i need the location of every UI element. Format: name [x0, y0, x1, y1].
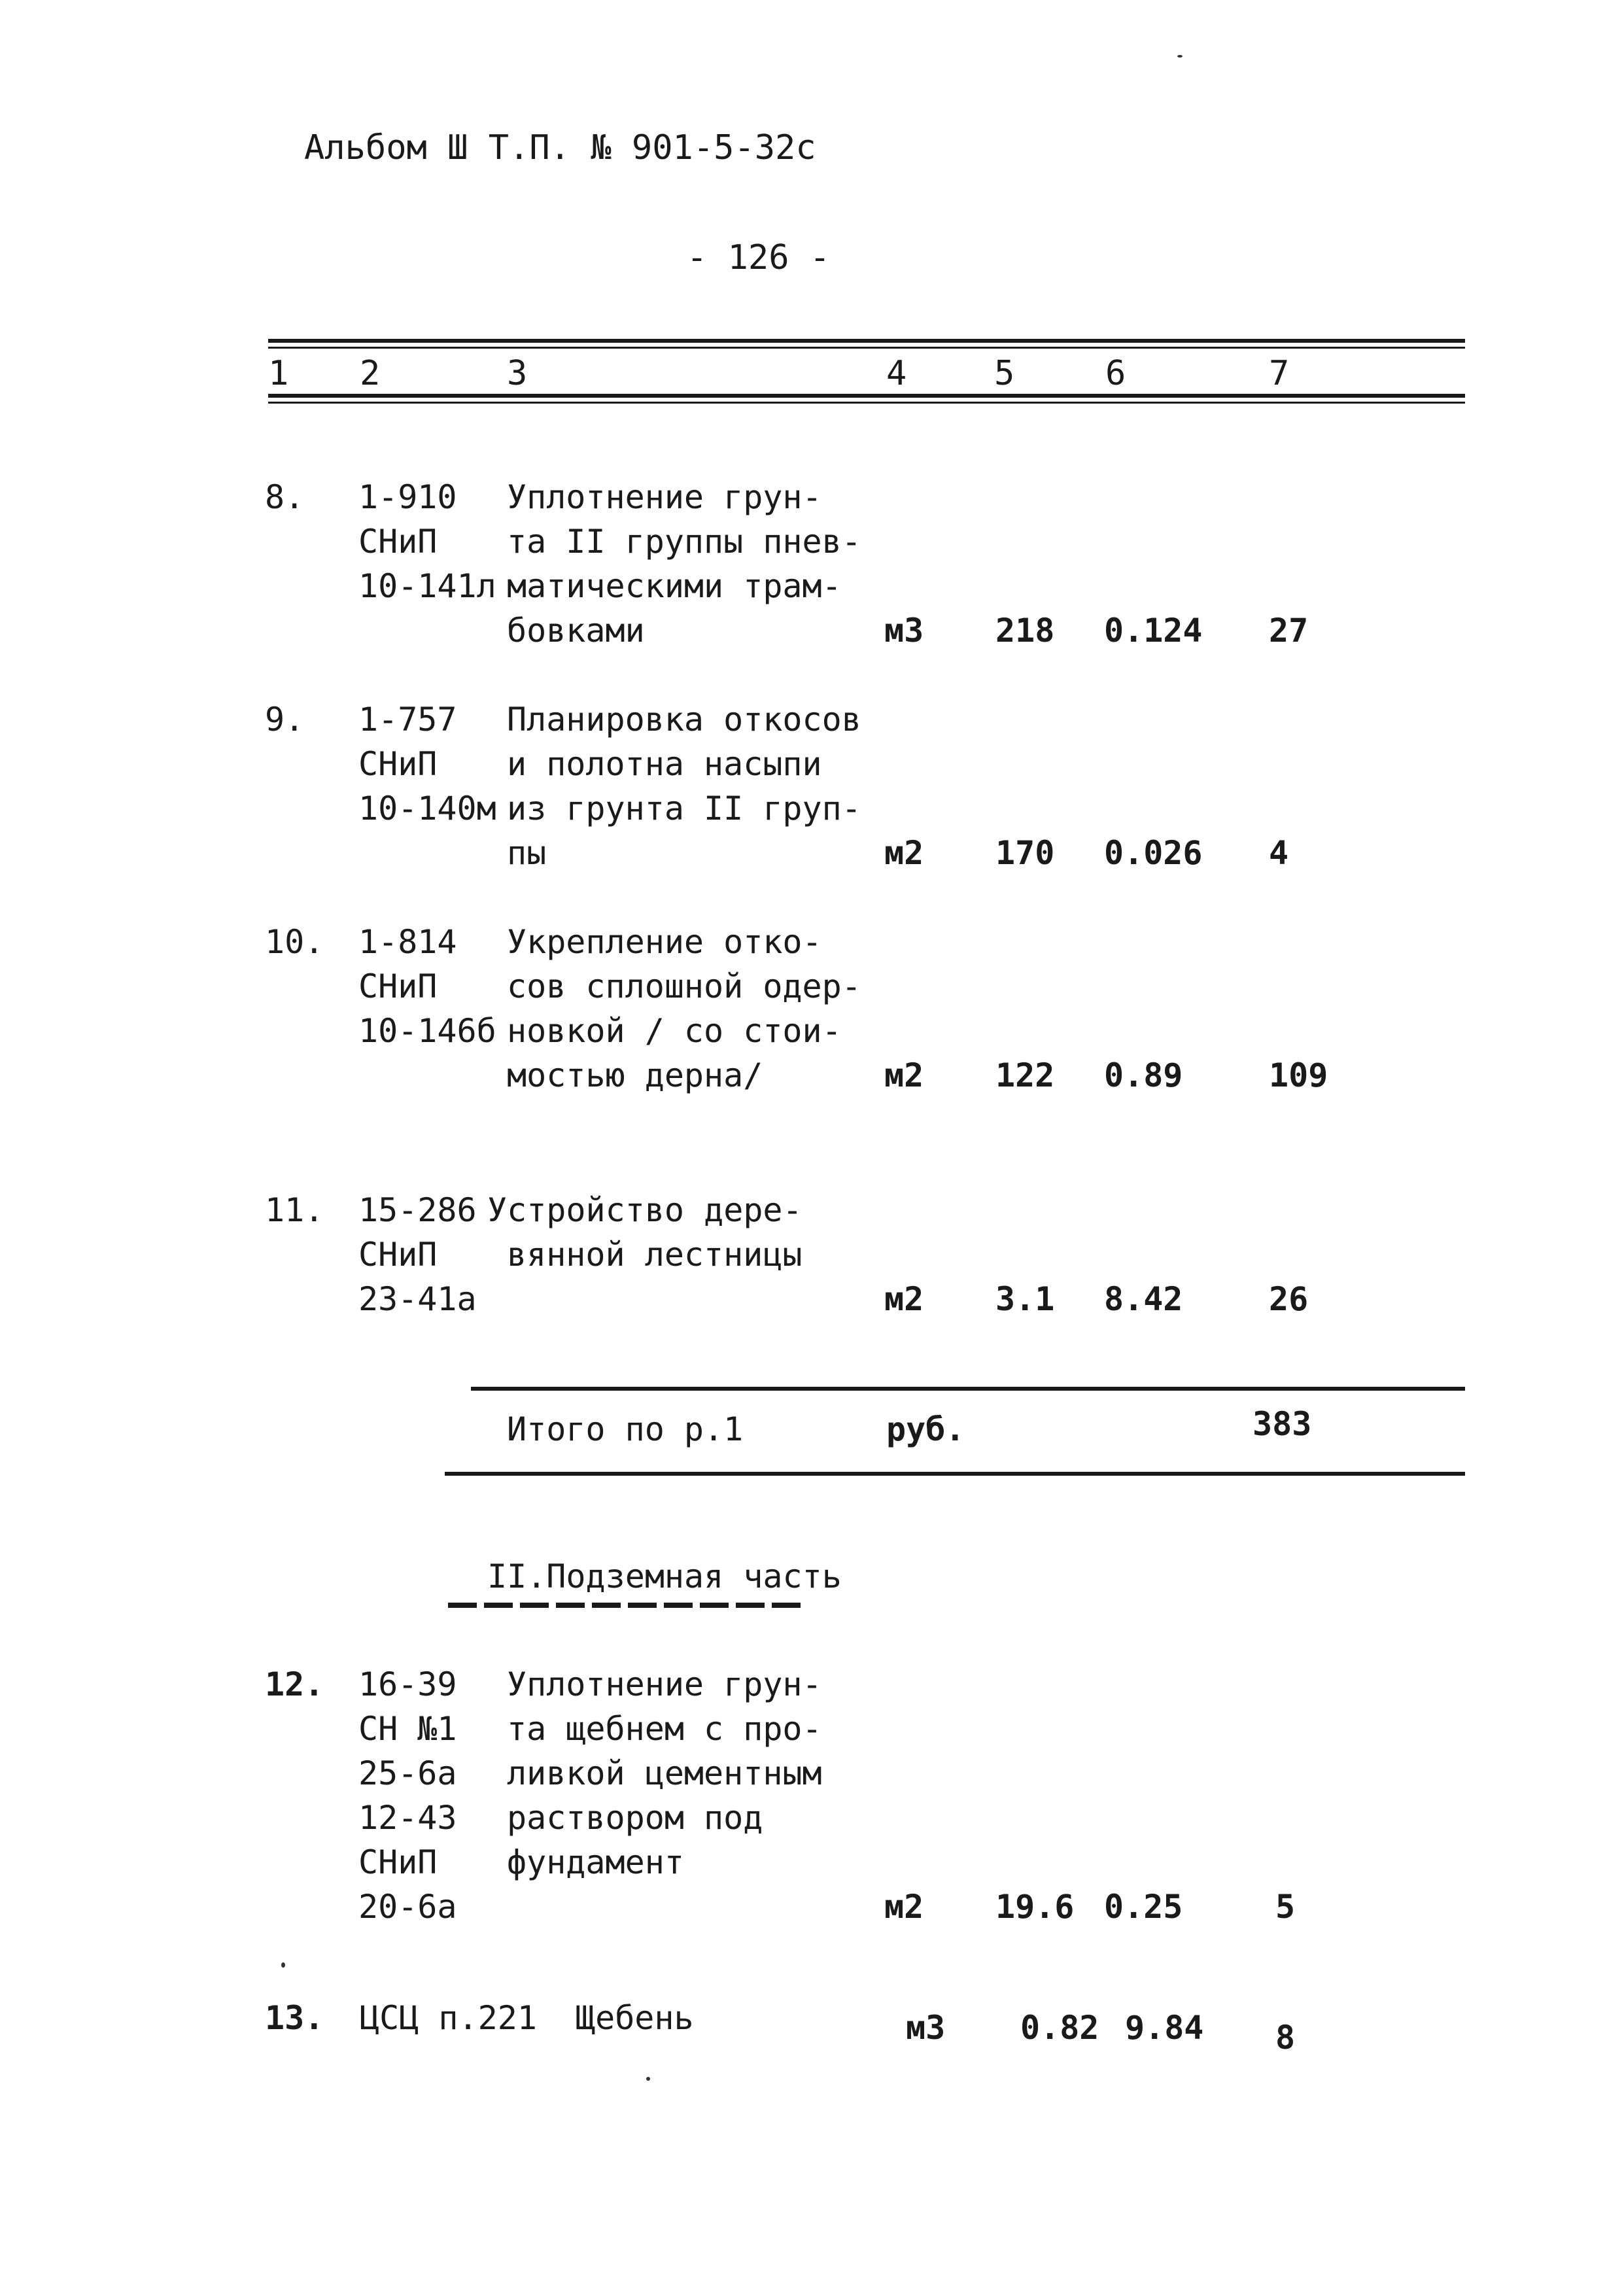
row-code-line: СН №1 — [358, 1710, 457, 1748]
row-code-line: СНиП — [358, 523, 438, 561]
row-number: 11. — [265, 1191, 324, 1229]
row-desc-line: Щебень — [576, 1999, 694, 2037]
row-code-line: 1-910 — [358, 478, 457, 516]
row-desc-line: матическими трам- — [507, 567, 842, 605]
row-number: 8. — [265, 478, 305, 516]
header-rule-bottom — [268, 394, 1465, 398]
row-code-line: СНиП — [358, 1236, 438, 1274]
row-qty: 19.6 — [995, 1888, 1075, 1926]
col-header-7: 7 — [1269, 354, 1290, 393]
row-desc-line: новкой / со стои- — [507, 1012, 842, 1050]
row-unit: м2 — [884, 1280, 924, 1318]
row-code-line: СНиП — [358, 1843, 438, 1881]
row-unit: м2 — [884, 1056, 924, 1094]
row-price: 0.026 — [1104, 834, 1203, 872]
row-desc-line: сов сплошной одер- — [507, 967, 861, 1005]
row-price: 0.25 — [1104, 1888, 1183, 1926]
col-header-2: 2 — [360, 354, 381, 393]
row-cost: 109 — [1269, 1056, 1328, 1094]
row-code-line: 12-43 — [358, 1799, 457, 1837]
row-number: 9. — [265, 701, 305, 739]
row-qty: 170 — [995, 834, 1055, 872]
row-desc-line: фундамент — [507, 1843, 684, 1881]
row-number: 13. — [265, 1999, 324, 2037]
row-code-line: ЦСЦ п.221 — [360, 1999, 537, 2037]
col-header-3: 3 — [507, 354, 528, 393]
row-qty: 122 — [995, 1056, 1055, 1094]
row-desc-line: раствором под — [507, 1799, 763, 1837]
scan-speck — [1177, 55, 1183, 58]
row-number: 10. — [265, 923, 324, 961]
row-price: 0.89 — [1104, 1056, 1183, 1094]
row-qty: 0.82 — [1020, 2009, 1099, 2047]
row-code-line: 1-757 — [358, 701, 457, 739]
row-code-line: 25-6а — [358, 1754, 457, 1792]
col-header-5: 5 — [994, 354, 1015, 393]
row-desc-line: та II группы пнев- — [507, 523, 861, 561]
header-rule-top-2 — [268, 347, 1465, 349]
row-desc-line: пы — [507, 834, 547, 872]
col-header-4: 4 — [886, 354, 907, 393]
header-rule-top — [268, 339, 1465, 343]
row-desc-line: Устройство дере- — [487, 1191, 803, 1229]
total-rule-bottom — [445, 1472, 1465, 1476]
row-desc-line: мостью дерна/ — [507, 1056, 763, 1094]
total-unit: руб. — [886, 1410, 965, 1448]
total-label: Итого по р.1 — [507, 1410, 744, 1448]
row-desc-line: та щебнем с про- — [507, 1710, 822, 1748]
col-header-6: 6 — [1105, 354, 1126, 393]
row-code-line: 15-286 — [358, 1191, 477, 1229]
row-price: 9.84 — [1125, 2009, 1204, 2047]
section-title: II.Подземная часть — [487, 1557, 842, 1595]
row-code-line: 10-141л — [358, 567, 496, 605]
row-code-line: 10-140м — [358, 790, 496, 827]
row-code-line: СНиП — [358, 745, 438, 783]
total-value: 383 — [1253, 1405, 1312, 1443]
row-qty: 218 — [995, 612, 1055, 650]
row-code-line: 1-814 — [358, 923, 457, 961]
row-desc-line: ливкой цементным — [507, 1754, 822, 1792]
row-code-line: 20-6а — [358, 1888, 457, 1926]
row-desc-line: и полотна насыпи — [507, 745, 822, 783]
total-rule-top — [471, 1387, 1465, 1391]
row-desc-line: вянной лестницы — [507, 1236, 803, 1274]
col-header-1: 1 — [268, 354, 289, 393]
row-desc-line: Планировка откосов — [507, 701, 861, 739]
row-desc-line: Укрепление отко- — [507, 923, 822, 961]
row-price: 0.124 — [1104, 612, 1203, 650]
row-cost: 27 — [1269, 612, 1309, 650]
header-rule-bottom-2 — [268, 402, 1465, 404]
row-code-line: 23-41а — [358, 1280, 477, 1318]
row-desc-line: из грунта II груп- — [507, 790, 861, 827]
scan-speck — [281, 1962, 285, 1968]
row-cost: 26 — [1269, 1280, 1309, 1318]
row-code-line: 10-146б — [358, 1012, 496, 1050]
row-cost: 8 — [1275, 2019, 1296, 2057]
row-desc-line: бовками — [507, 612, 645, 650]
row-desc-line: Уплотнение грун- — [507, 1665, 822, 1703]
album-title: Альбом Ш Т.П. № 901-5-32с — [304, 128, 816, 167]
row-desc-line: Уплотнение грун- — [507, 478, 822, 516]
row-unit: м2 — [884, 1888, 924, 1926]
row-unit: м2 — [884, 834, 924, 872]
row-cost: 4 — [1269, 834, 1289, 872]
scan-speck — [646, 2077, 650, 2081]
row-unit: м3 — [884, 612, 924, 650]
row-cost: 5 — [1275, 1888, 1296, 1926]
row-unit: м3 — [906, 2009, 946, 2047]
row-qty: 3.1 — [995, 1280, 1055, 1318]
row-code-line: СНиП — [358, 967, 438, 1005]
page-number: - 126 - — [687, 238, 831, 277]
row-price: 8.42 — [1104, 1280, 1183, 1318]
row-code-line: 16-39 — [358, 1665, 457, 1703]
row-number: 12. — [265, 1665, 324, 1703]
